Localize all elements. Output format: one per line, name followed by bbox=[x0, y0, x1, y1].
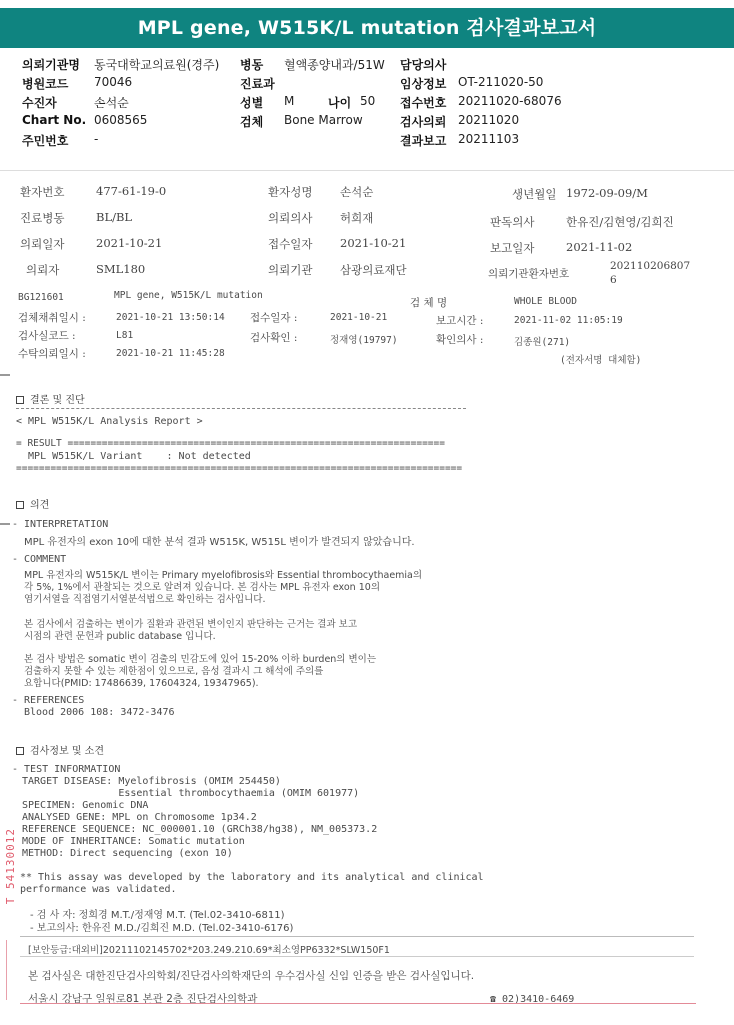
label-chart-no: Chart No. bbox=[22, 113, 87, 127]
label-attending-doctor: 담당의사 bbox=[400, 58, 447, 72]
value-agency-patient-number-tail: 6 bbox=[610, 274, 617, 286]
label-requester: 의뢰자 bbox=[26, 263, 60, 277]
label-department: 진료과 bbox=[240, 77, 275, 91]
label-patient-number: 환자번호 bbox=[20, 185, 65, 199]
value-outsource-time: 2021-10-21 11:45:28 bbox=[116, 348, 225, 359]
comment-line: 검출하지 못할 수 있는 제한점이 있으므로, 음성 결과시 그 해석에 주의를 bbox=[24, 666, 324, 677]
label-test-request: 검사의뢰 bbox=[400, 115, 447, 129]
label-outsource-time: 수탁의뢰일시 : bbox=[18, 348, 86, 360]
security-line: [보안등급:대외비]20211102145702*203.249.210.69*최소영PP6332*SLW150F1 bbox=[28, 945, 390, 956]
label-birth-date: 생년월일 bbox=[512, 187, 557, 201]
section-opinion bbox=[16, 496, 49, 511]
result-header: = RESULT ================================================================== bbox=[16, 438, 445, 449]
label-request-date: 의뢰일자 bbox=[20, 237, 65, 251]
references-text: Blood 2006 108: 3472-3476 bbox=[24, 707, 175, 718]
value-specimen-receipt: 2021-10-21 bbox=[330, 312, 388, 323]
comment-line: 요합니다(PMID: 17486639, 17604324, 19347965). bbox=[24, 678, 259, 689]
references-title: - REFERENCES bbox=[12, 695, 85, 706]
scan-margin-mark bbox=[0, 523, 10, 525]
label-lab-code: 검사실코드 : bbox=[18, 330, 76, 342]
test-info-line: MODE OF INHERITANCE: Somatic mutation bbox=[22, 836, 245, 847]
label-specimen: 검체 bbox=[240, 115, 264, 129]
label-patient-name: 수진자 bbox=[22, 96, 57, 110]
header-row-2 bbox=[22, 75, 722, 94]
comment-line: 각 5%, 1%에서 관찰되는 것으로 알려져 있습니다. 본 검사는 MPL 유전자 exon 10의 bbox=[24, 582, 380, 593]
test-information-title: - TEST INFORMATION bbox=[12, 764, 121, 775]
test-info-line: TARGET DISEASE: Myelofibrosis (OMIM 254450) bbox=[22, 776, 281, 787]
label-ward: 병동 bbox=[240, 58, 264, 72]
label-report-time: 보고시간 : bbox=[436, 315, 484, 327]
value-specimen: Bone Marrow bbox=[284, 113, 363, 127]
interpretation-text: MPL 유전자의 exon 10에 대한 분석 결과 W515K, W515L 변이가 발견되지 않았습니다. bbox=[24, 537, 415, 548]
label-specimen-receipt: 접수일자 : bbox=[250, 312, 298, 324]
comment-line: 염기서열을 직접염기서열분석법으로 확인하는 검사입니다. bbox=[24, 594, 266, 605]
test-info-line: ANALYSED GENE: MPL on Chromosome 1p34.2 bbox=[22, 812, 257, 823]
header-row-4 bbox=[22, 113, 722, 132]
value-requester: SML180 bbox=[96, 262, 146, 276]
disclaimer-line: ** This assay was developed by the laboratory and its analytical and clinical bbox=[20, 872, 484, 883]
label-requesting-agency: 의뢰기관 bbox=[268, 263, 313, 277]
reporter-line: - 보고의사: 한유진 M.D./김희진 M.D. (Tel.02-3410-6176) bbox=[30, 923, 294, 934]
value-report-date: 2021-11-02 bbox=[566, 240, 633, 254]
disclaimer-line: performance was validated. bbox=[20, 884, 177, 895]
value-specimen-name: WHOLE BLOOD bbox=[514, 296, 577, 307]
comment-title: - COMMENT bbox=[12, 554, 67, 565]
tester-line: - 검 사 자: 정희경 M.T./정재영 M.T. (Tel.02-3410-6811) bbox=[30, 910, 285, 921]
test-info-line: METHOD: Direct sequencing (exon 10) bbox=[22, 848, 233, 859]
bottom-margin-line bbox=[20, 1003, 696, 1004]
value-clinic-ward: BL/BL bbox=[96, 210, 133, 224]
value-requesting-agency: 삼광의료재단 bbox=[340, 263, 407, 277]
value-result-report: 20211103 bbox=[458, 132, 520, 146]
label-sex: 성별 bbox=[240, 96, 264, 110]
value-patient-number: 477-61-19-0 bbox=[96, 184, 167, 198]
section-conclusion bbox=[16, 391, 85, 406]
section-conclusion-label: 결론 및 진단 bbox=[30, 395, 85, 406]
side-stamp: T 54130012 bbox=[4, 828, 17, 905]
side-margin-line bbox=[6, 940, 7, 1000]
header-row-1 bbox=[22, 56, 722, 75]
section-divider bbox=[16, 408, 466, 409]
section-square-icon bbox=[16, 747, 24, 755]
header-row-3 bbox=[22, 94, 722, 113]
value-clinical-info: OT-211020-50 bbox=[458, 75, 544, 89]
value-chart-no: 0608565 bbox=[94, 113, 148, 127]
value-test-request: 20211020 bbox=[458, 113, 520, 127]
lab-phone: ☎ 02)3410-6469 bbox=[490, 994, 575, 1005]
value-receipt-number: 20211020-68076 bbox=[458, 94, 562, 108]
value-request-date: 2021-10-21 bbox=[96, 236, 163, 250]
report-title: MPL gene, W515K/L mutation 검사결과보고서 bbox=[0, 8, 734, 48]
value-collection-time: 2021-10-21 13:50:14 bbox=[116, 312, 225, 323]
value-reading-doctor: 한유진/김현영/김희진 bbox=[566, 215, 674, 229]
lab-address: 서울시 강남구 일원로81 본관 2층 진단검사의학과 bbox=[28, 993, 258, 1005]
test-name: MPL gene, W515K/L mutation bbox=[114, 290, 263, 301]
comment-line: 본 검사에서 검출하는 변이가 질환과 관련된 변이인지 판단하는 근거는 결과 보고 bbox=[24, 619, 358, 630]
result-line: MPL W515K/L Variant : Not detected bbox=[16, 451, 251, 462]
value-confirm-doctor: 김종원(271) bbox=[514, 337, 571, 348]
test-info-line: Essential thrombocythaemia (OMIM 601977) bbox=[22, 788, 360, 799]
value-resident-number: - bbox=[94, 132, 99, 146]
label-receipt-number: 접수번호 bbox=[400, 96, 447, 110]
scanned-report bbox=[0, 168, 734, 1025]
label-confirm-doctor: 확인의사 : bbox=[436, 334, 484, 346]
comment-line: MPL 유전자의 W515K/L 변이는 Primary myelofibrosis와 Essential thrombocythaemia의 bbox=[24, 570, 423, 581]
label-hospital-code: 병원코드 bbox=[22, 77, 69, 91]
label-test-verify: 검사확인 : bbox=[250, 332, 298, 344]
value-birth-date: 1972-09-09/M bbox=[566, 186, 648, 200]
section-square-icon bbox=[16, 501, 24, 509]
section-test-info bbox=[16, 742, 104, 757]
label-report-date: 보고일자 bbox=[490, 241, 535, 255]
value-test-verify: 정재영(19797) bbox=[330, 335, 398, 346]
label-agency-patient-number: 의뢰기관환자번호 bbox=[488, 268, 570, 280]
value-agency-patient-number: 202110206807 bbox=[610, 260, 691, 272]
scan-margin-mark bbox=[0, 374, 10, 376]
certification-line: 본 검사실은 대한진단검사의학회/진단검사의학재단의 우수검사실 신임 인증을 받은 검사실입니다. bbox=[28, 970, 475, 982]
test-code: BG121601 bbox=[18, 292, 64, 303]
value-patient-fullname: 손석순 bbox=[340, 185, 374, 199]
value-age: 50 bbox=[360, 94, 376, 108]
comment-line: 시점의 관련 문헌과 public database 입니다. bbox=[24, 631, 216, 642]
label-reading-doctor: 판독의사 bbox=[490, 215, 535, 229]
divider bbox=[0, 170, 734, 171]
label-receipt-date: 접수일자 bbox=[268, 237, 313, 251]
value-ward: 혈액종양내과/51W bbox=[284, 58, 385, 72]
interpretation-title: - INTERPRETATION bbox=[12, 519, 109, 530]
label-result-report: 결과보고 bbox=[400, 134, 447, 148]
value-hospital-code: 70046 bbox=[94, 75, 133, 89]
comment-line: 본 검사 방법은 somatic 변이 검출의 민감도에 있어 15-20% 이하 burden의 변이는 bbox=[24, 654, 377, 665]
result-footer: ============================================================================== bbox=[16, 463, 463, 474]
value-requesting-institution: 동국대학교의료원(경주) bbox=[94, 58, 220, 72]
label-resident-number: 주민번호 bbox=[22, 134, 69, 148]
section-square-icon bbox=[16, 396, 24, 404]
test-info-line: REFERENCE SEQUENCE: NC_000001.10 (GRCh38/hg38), NM_005373.2 bbox=[22, 824, 378, 835]
value-receipt-date: 2021-10-21 bbox=[340, 236, 407, 250]
value-sex: M bbox=[284, 94, 295, 108]
header-row-5 bbox=[22, 132, 722, 151]
value-referring-doctor: 허희재 bbox=[340, 211, 374, 225]
label-requesting-institution: 의뢰기관명 bbox=[22, 58, 80, 72]
label-collection-time: 검체채취일시 : bbox=[18, 312, 86, 324]
analysis-title: < MPL W515K/L Analysis Report > bbox=[16, 416, 203, 427]
label-patient-fullname: 환자성명 bbox=[268, 185, 313, 199]
value-report-time: 2021-11-02 11:05:19 bbox=[514, 315, 623, 326]
test-info-line: SPECIMEN: Genomic DNA bbox=[22, 800, 149, 811]
section-test-info-label: 검사정보 및 소견 bbox=[30, 746, 104, 757]
e-signature-note: (전자서명 대체함) bbox=[560, 355, 642, 366]
label-age: 나이 bbox=[328, 96, 352, 110]
value-lab-code: L81 bbox=[116, 330, 134, 341]
label-clinical-info: 임상정보 bbox=[400, 77, 447, 91]
label-referring-doctor: 의뢰의사 bbox=[268, 211, 313, 225]
section-opinion-label: 의견 bbox=[30, 500, 50, 511]
value-patient-name: 손석순 bbox=[94, 96, 129, 110]
footer-divider bbox=[20, 956, 694, 957]
label-clinic-ward: 진료병동 bbox=[20, 211, 65, 225]
footer-divider bbox=[20, 936, 694, 937]
label-specimen-name: 검 체 명 bbox=[410, 297, 448, 309]
